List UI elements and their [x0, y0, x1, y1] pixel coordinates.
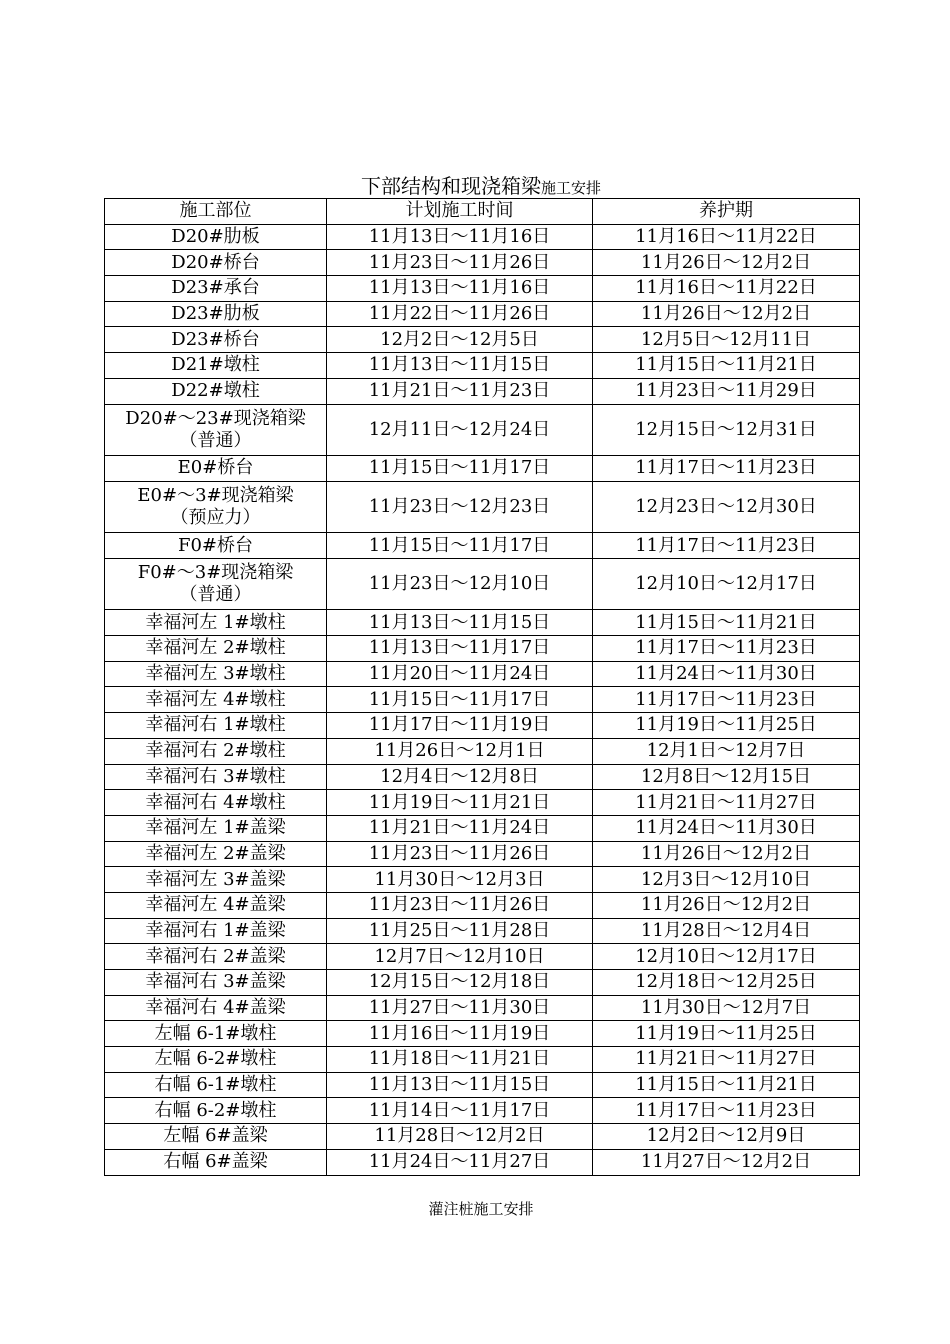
schedule-table	[104, 198, 860, 1176]
header-part: 施工部位	[105, 199, 327, 225]
cell-plan: 11月17日～11月19日	[327, 713, 593, 739]
cell-cure: 12月3日～12月10日	[593, 867, 860, 893]
cell-plan: 11月30日～12月3日	[327, 867, 593, 893]
cell-cure: 11月24日～11月30日	[593, 815, 860, 841]
cell-part-line1: D22#墩柱	[171, 380, 260, 402]
cell-part	[105, 1149, 327, 1175]
cell-plan: 11月21日～11月23日	[327, 378, 593, 404]
cell-cure: 12月15日～12月31日	[593, 404, 860, 456]
cell-cure: 11月26日～12月2日	[593, 892, 860, 918]
cell-part	[105, 713, 327, 739]
cell-part	[105, 224, 327, 250]
cell-part	[105, 867, 327, 893]
cell-cure: 11月24日～11月30日	[593, 661, 860, 687]
cell-plan: 11月15日～11月17日	[327, 456, 593, 482]
cell-cure: 12月2日～12月9日	[593, 1124, 860, 1150]
cell-cure: 11月21日～11月27日	[593, 790, 860, 816]
table-row	[105, 558, 860, 610]
cell-part-line2: （普通）	[179, 584, 252, 606]
cell-part-line1: 幸福河右 2#盖梁	[145, 945, 286, 967]
section-title: 灌注桩施工安排	[428, 1200, 534, 1218]
cell-plan: 11月15日～11月17日	[327, 533, 593, 559]
table-row	[105, 378, 860, 404]
table-row	[105, 687, 860, 713]
cell-plan: 11月13日～11月15日	[327, 353, 593, 379]
cell-part-line1: 幸福河右 3#盖梁	[145, 971, 286, 993]
cell-part-line1: D20#桥台	[171, 251, 260, 273]
table-row	[105, 301, 860, 327]
cell-plan: 12月7日～12月10日	[327, 944, 593, 970]
table-row	[105, 250, 860, 276]
table-row	[105, 944, 860, 970]
cell-part-line1: D23#肋板	[171, 303, 260, 325]
page-title	[104, 174, 858, 198]
cell-plan: 11月22日～11月26日	[327, 301, 593, 327]
cell-cure: 11月15日～11月21日	[593, 1072, 860, 1098]
table-row	[105, 815, 860, 841]
cell-part-line1: 左幅 6#盖梁	[163, 1125, 268, 1147]
cell-part	[105, 764, 327, 790]
cell-plan: 11月13日～11月15日	[327, 610, 593, 636]
cell-part-line1: 幸福河左 4#墩柱	[145, 688, 286, 710]
cell-part-line2: （预应力）	[170, 506, 261, 528]
cell-part-line1: 幸福河右 1#盖梁	[145, 919, 286, 941]
cell-plan: 11月23日～11月26日	[327, 841, 593, 867]
cell-part	[105, 558, 327, 610]
cell-cure: 11月15日～11月21日	[593, 610, 860, 636]
cell-cure: 12月5日～12月11日	[593, 327, 860, 353]
cell-part	[105, 892, 327, 918]
cell-part	[105, 404, 327, 456]
table-row	[105, 918, 860, 944]
cell-part-line1: 右幅 6-1#墩柱	[154, 1074, 277, 1096]
cell-cure: 11月19日～11月25日	[593, 1021, 860, 1047]
cell-part	[105, 533, 327, 559]
cell-plan: 12月2日～12月5日	[327, 327, 593, 353]
cell-plan: 11月27日～11月30日	[327, 995, 593, 1021]
table-row	[105, 738, 860, 764]
cell-cure: 11月26日～12月2日	[593, 301, 860, 327]
cell-part	[105, 944, 327, 970]
cell-cure: 11月16日～11月22日	[593, 276, 860, 302]
cell-part-line1: F0#桥台	[177, 534, 254, 556]
cell-part-line2: （普通）	[179, 429, 252, 451]
table-header-row	[105, 199, 860, 225]
table-row	[105, 276, 860, 302]
cell-part	[105, 1047, 327, 1073]
table-row	[105, 481, 860, 533]
cell-part-line1: D23#桥台	[171, 328, 260, 350]
cell-part	[105, 1098, 327, 1124]
table-row	[105, 1021, 860, 1047]
cell-plan: 11月18日～11月21日	[327, 1047, 593, 1073]
cell-part-line1: 右幅 6-2#墩柱	[154, 1099, 277, 1121]
cell-part	[105, 250, 327, 276]
cell-plan: 11月13日～11月16日	[327, 276, 593, 302]
cell-part	[105, 378, 327, 404]
cell-part-line1: E0#～3#现浇箱梁	[137, 484, 294, 506]
cell-part-line1: D20#～23#现浇箱梁	[125, 407, 306, 429]
cell-part	[105, 301, 327, 327]
cell-cure: 12月1日～12月7日	[593, 738, 860, 764]
table-row	[105, 1072, 860, 1098]
table-row	[105, 713, 860, 739]
table-row	[105, 404, 860, 456]
cell-part	[105, 918, 327, 944]
table-body	[105, 224, 860, 1175]
cell-plan: 11月13日～11月16日	[327, 224, 593, 250]
cell-cure: 11月17日～11月23日	[593, 456, 860, 482]
cell-part	[105, 1124, 327, 1150]
cell-cure: 12月10日～12月17日	[593, 944, 860, 970]
cell-cure: 11月19日～11月25日	[593, 713, 860, 739]
cell-plan: 12月11日～12月24日	[327, 404, 593, 456]
table-row	[105, 995, 860, 1021]
cell-plan: 11月25日～11月28日	[327, 918, 593, 944]
cell-cure: 11月30日～12月7日	[593, 995, 860, 1021]
cell-part	[105, 353, 327, 379]
cell-part-line1: F0#～3#现浇箱梁	[137, 562, 294, 584]
header-cure: 养护期	[593, 199, 860, 225]
cell-part	[105, 610, 327, 636]
cell-plan: 11月23日～12月10日	[327, 558, 593, 610]
cell-plan: 11月20日～11月24日	[327, 661, 593, 687]
table-row	[105, 1098, 860, 1124]
cell-part	[105, 995, 327, 1021]
cell-cure: 11月23日～11月29日	[593, 378, 860, 404]
cell-cure: 11月16日～11月22日	[593, 224, 860, 250]
cell-part-line1: 幸福河左 3#盖梁	[145, 868, 286, 890]
table-row	[105, 224, 860, 250]
cell-part-line1: 幸福河右 4#墩柱	[145, 791, 286, 813]
table-row	[105, 456, 860, 482]
cell-part	[105, 1021, 327, 1047]
table-row	[105, 764, 860, 790]
cell-cure: 11月15日～11月21日	[593, 353, 860, 379]
cell-part-line1: 幸福河左 4#盖梁	[145, 894, 286, 916]
table-row	[105, 353, 860, 379]
cell-part-line1: 右幅 6#盖梁	[163, 1151, 268, 1173]
cell-part-line1: 幸福河左 2#盖梁	[145, 842, 286, 864]
cell-part	[105, 276, 327, 302]
table-row	[105, 790, 860, 816]
cell-part	[105, 841, 327, 867]
table-row	[105, 970, 860, 996]
cell-part	[105, 636, 327, 662]
page-title-main: 下部结构和现浇箱梁	[360, 174, 541, 198]
cell-part	[105, 1072, 327, 1098]
cell-cure: 11月26日～12月2日	[593, 841, 860, 867]
table-row	[105, 636, 860, 662]
cell-part-line1: D21#墩柱	[171, 354, 260, 376]
cell-cure: 11月28日～12月4日	[593, 918, 860, 944]
cell-cure: 11月21日～11月27日	[593, 1047, 860, 1073]
cell-part-line1: 左幅 6-1#墩柱	[154, 1022, 277, 1044]
cell-plan: 11月13日～11月17日	[327, 636, 593, 662]
cell-part-line1: 幸福河右 3#墩柱	[145, 765, 286, 787]
cell-part	[105, 481, 327, 533]
cell-cure: 12月8日～12月15日	[593, 764, 860, 790]
table-row	[105, 327, 860, 353]
cell-part	[105, 970, 327, 996]
cell-part-line1: 幸福河左 3#墩柱	[145, 663, 286, 685]
cell-part-line1: 幸福河左 1#盖梁	[145, 817, 286, 839]
cell-cure: 12月18日～12月25日	[593, 970, 860, 996]
cell-plan: 11月19日～11月21日	[327, 790, 593, 816]
cell-part	[105, 456, 327, 482]
cell-cure: 11月17日～11月23日	[593, 533, 860, 559]
table-row	[105, 533, 860, 559]
cell-plan: 11月21日～11月24日	[327, 815, 593, 841]
cell-part-line1: D23#承台	[171, 277, 260, 299]
cell-part	[105, 687, 327, 713]
cell-part	[105, 790, 327, 816]
cell-part	[105, 661, 327, 687]
cell-plan: 11月14日～11月17日	[327, 1098, 593, 1124]
cell-part-line1: 幸福河右 1#墩柱	[145, 714, 286, 736]
cell-part	[105, 738, 327, 764]
cell-part-line1: E0#桥台	[177, 457, 254, 479]
table-row	[105, 1047, 860, 1073]
cell-cure: 11月17日～11月23日	[593, 636, 860, 662]
page-title-suffix: 施工安排	[540, 179, 601, 197]
cell-plan: 11月28日～12月2日	[327, 1124, 593, 1150]
cell-part-line1: 幸福河右 2#墩柱	[145, 740, 286, 762]
table-row	[105, 1124, 860, 1150]
cell-plan: 11月13日～11月15日	[327, 1072, 593, 1098]
cell-part	[105, 327, 327, 353]
cell-part-line1: D20#肋板	[171, 226, 260, 248]
table-row	[105, 841, 860, 867]
cell-plan: 11月16日～11月19日	[327, 1021, 593, 1047]
table-row	[105, 867, 860, 893]
cell-part-line1: 幸福河右 4#盖梁	[145, 997, 286, 1019]
cell-cure: 11月26日～12月2日	[593, 250, 860, 276]
cell-plan: 11月26日～12月1日	[327, 738, 593, 764]
cell-plan: 11月23日～11月26日	[327, 250, 593, 276]
cell-cure: 12月10日～12月17日	[593, 558, 860, 610]
cell-plan: 12月4日～12月8日	[327, 764, 593, 790]
cell-part-line1: 幸福河左 2#墩柱	[145, 637, 286, 659]
cell-plan: 11月24日～11月27日	[327, 1149, 593, 1175]
cell-plan: 11月15日～11月17日	[327, 687, 593, 713]
cell-plan: 11月23日～12月23日	[327, 481, 593, 533]
cell-plan: 12月15日～12月18日	[327, 970, 593, 996]
cell-part	[105, 815, 327, 841]
table-row	[105, 610, 860, 636]
cell-plan: 11月23日～11月26日	[327, 892, 593, 918]
header-plan: 计划施工时间	[327, 199, 593, 225]
cell-cure: 12月23日～12月30日	[593, 481, 860, 533]
cell-cure: 11月17日～11月23日	[593, 1098, 860, 1124]
cell-cure: 11月17日～11月23日	[593, 687, 860, 713]
table-row	[105, 892, 860, 918]
cell-cure: 11月27日～12月2日	[593, 1149, 860, 1175]
table-row	[105, 1149, 860, 1175]
cell-part-line1: 左幅 6-2#墩柱	[154, 1048, 277, 1070]
table-row	[105, 661, 860, 687]
cell-part-line1: 幸福河左 1#墩柱	[145, 611, 286, 633]
